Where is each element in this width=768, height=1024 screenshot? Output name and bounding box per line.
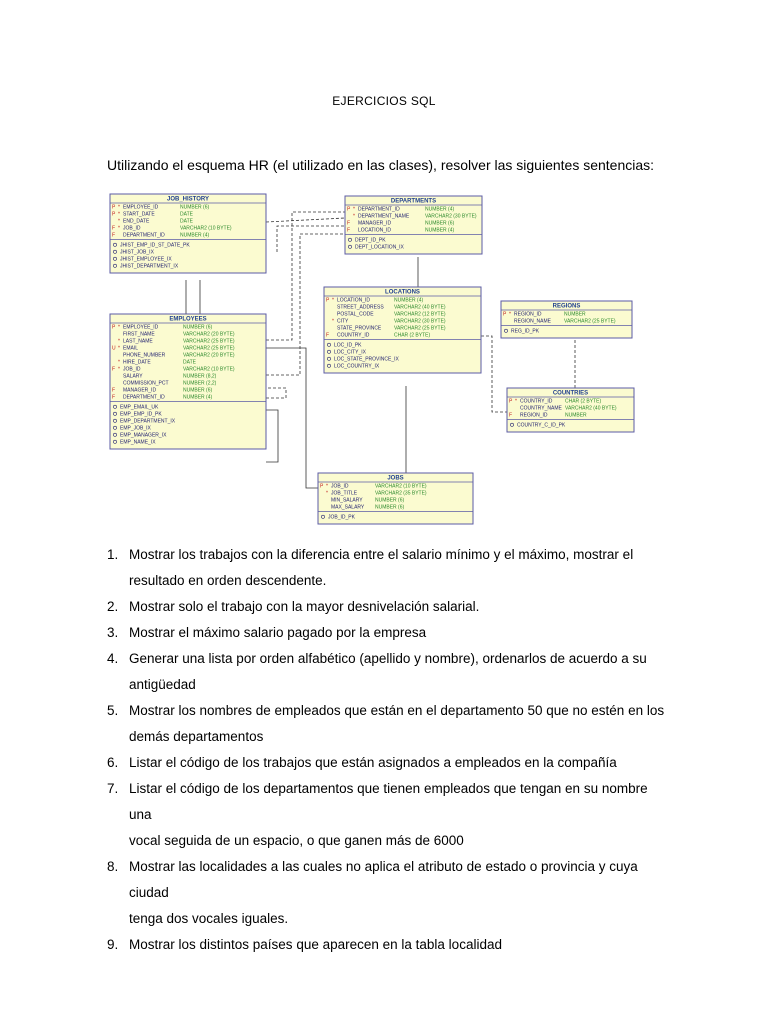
column-type: VARCHAR2 (25 BYTE) [394, 325, 446, 332]
column-name: DEPARTMENT_ID [358, 206, 400, 213]
column-type: VARCHAR2 (25 BYTE) [564, 318, 616, 325]
table-departments [345, 196, 482, 254]
column-type: DATE [183, 359, 196, 366]
exercise-text: Mostrar el máximo salario pagado por la empresa [129, 625, 427, 640]
table-index: LOC_ID_PK [334, 342, 362, 349]
relation-line [266, 370, 286, 398]
exercise-number: 5. [107, 703, 119, 718]
table-job-history [110, 194, 266, 273]
exercise-text: Mostrar las localidades a las cuales no aplica el atributo de estado o provincia y cuya ciudad [129, 859, 638, 900]
table-title: EMPLOYEES [169, 316, 207, 323]
column-type: NUMBER (4) [425, 206, 455, 213]
column-mandatory-flag: * [118, 366, 120, 373]
column-key-flag: P [326, 297, 330, 304]
exercise-number: 9. [107, 937, 119, 952]
exercise-number: 4. [107, 651, 119, 666]
column-type: VARCHAR2 (10 BYTE) [180, 225, 232, 232]
column-name: EMPLOYEE_ID [123, 324, 159, 331]
column-key-flag: F [347, 220, 351, 227]
table-index: JHIST_DEPARTMENT_IX [120, 263, 179, 270]
table-title: DEPARTMENTS [390, 198, 437, 205]
column-mandatory-flag: * [509, 311, 511, 318]
exercise-text: resultado en orden descendente. [129, 573, 327, 588]
column-key-flag: F [509, 412, 513, 419]
table-column [326, 491, 427, 497]
table-index: LOC_COUNTRY_IX [334, 363, 380, 370]
column-type: VARCHAR2 (12 BYTE) [394, 311, 446, 318]
column-name: CITY [337, 318, 349, 325]
relation-line [266, 348, 318, 488]
column-name: JOB_ID [123, 225, 141, 232]
column-type: VARCHAR2 (30 BYTE) [394, 318, 446, 325]
column-type: VARCHAR2 (40 BYTE) [394, 304, 446, 311]
column-type: VARCHAR2 (10 BYTE) [375, 483, 427, 490]
column-name: COUNTRY_ID [337, 332, 370, 339]
exercise-item [107, 698, 667, 750]
exercise-item [107, 932, 667, 958]
column-name: LOCATION_ID [358, 227, 391, 234]
column-mandatory-flag: * [118, 211, 120, 218]
document-title: EJERCICIOS SQL [332, 94, 436, 108]
column-name: SALARY [123, 373, 143, 380]
column-key-flag: F [347, 227, 351, 234]
column-type: VARCHAR2 (20 BYTE) [183, 331, 235, 338]
column-name: MANAGER_ID [358, 220, 392, 227]
column-mandatory-flag: * [118, 338, 120, 345]
column-name: PHONE_NUMBER [123, 352, 166, 359]
table-title: COUNTRIES [552, 390, 589, 397]
table-column [520, 406, 617, 412]
table-index: JHIST_EMPLOYEE_IX [120, 256, 172, 263]
column-name: START_DATE [123, 211, 155, 218]
table-index: EMP_DEPARTMENT_IX [120, 418, 176, 425]
column-type: NUMBER (2,2) [183, 380, 217, 387]
document-intro: Utilizando el esquema HR (el utilizado en las clases), resolver las siguientes sentencias: [107, 157, 655, 173]
column-key-flag: U [112, 345, 116, 352]
column-name: JOB_ID [331, 483, 349, 490]
column-type: NUMBER [565, 412, 587, 419]
table-index: DEPT_ID_PK [355, 237, 386, 244]
table-index: LOC_STATE_PROVINCE_IX [334, 356, 399, 363]
column-name: REGION_ID [514, 311, 542, 318]
table-column [112, 233, 210, 239]
column-key-flag: P [347, 206, 351, 213]
column-type: NUMBER (4) [183, 394, 213, 401]
column-type: DATE [180, 211, 193, 218]
exercise-number: 1. [107, 547, 119, 562]
exercise-item [107, 542, 667, 594]
column-mandatory-flag: * [332, 318, 334, 325]
column-name: REGION_ID [520, 412, 548, 419]
column-name: MIN_SALARY [331, 497, 363, 504]
table-regions [501, 301, 632, 338]
exercise-text: antigüedad [129, 677, 196, 692]
exercise-text: Mostrar los nombres de empleados que están en el departamento 50 que no estén en los [129, 703, 665, 718]
column-key-flag: F [112, 225, 116, 232]
exercise-text: Listar el código de los trabajos que están asignados a empleados en la compañía [129, 755, 617, 770]
column-key-flag: P [320, 483, 324, 490]
column-type: NUMBER (6) [375, 497, 405, 504]
column-name: POSTAL_CODE [337, 311, 374, 318]
exercise-number: 7. [107, 781, 119, 796]
column-name: LAST_NAME [123, 338, 153, 345]
column-type: CHAR (2 BYTE) [565, 398, 602, 405]
exercise-text: Listar el código de los departamentos que tienen empleados que tengan en su nombre una [129, 781, 648, 822]
exercise-item [107, 620, 667, 646]
exercise-item [107, 854, 667, 932]
column-name: EMAIL [123, 345, 139, 352]
column-name: FIRST_NAME [123, 331, 155, 338]
column-name: STATE_PROVINCE [337, 325, 382, 332]
column-type: NUMBER (6) [183, 324, 213, 331]
column-key-flag: F [112, 366, 116, 373]
table-countries [507, 388, 634, 432]
column-type: NUMBER (6) [183, 387, 213, 394]
column-type: NUMBER (4) [425, 227, 455, 234]
column-name: STREET_ADDRESS [337, 304, 384, 311]
column-key-flag: P [509, 398, 513, 405]
table-column [112, 395, 213, 401]
exercise-text: demás departamentos [129, 729, 264, 744]
exercise-text: vocal seguida de un espacio, o que ganen más de 6000 [129, 833, 464, 848]
column-mandatory-flag: * [118, 204, 120, 211]
exercise-item [107, 594, 667, 620]
table-title: LOCATIONS [385, 289, 420, 296]
exercise-number: 6. [107, 755, 119, 770]
column-name: JOB_ID [123, 366, 141, 373]
table-index: EMP_MANAGER_IX [120, 432, 167, 439]
column-name: COMMISSION_PCT [123, 380, 169, 387]
column-name: MAX_SALARY [331, 504, 365, 511]
table-index: JHIST_EMP_ID_ST_DATE_PK [120, 242, 190, 249]
column-mandatory-flag: * [326, 483, 328, 490]
column-mandatory-flag: * [326, 490, 328, 497]
column-name: COUNTRY_ID [520, 398, 553, 405]
table-index: JHIST_JOB_IX [120, 249, 154, 256]
column-type: VARCHAR2 (30 BYTE) [425, 213, 477, 220]
column-key-flag: F [326, 332, 330, 339]
exercise-text: Mostrar solo el trabajo con la mayor desnivelación salarial. [129, 599, 480, 614]
column-key-flag: F [112, 387, 116, 394]
column-type: NUMBER (8,2) [183, 373, 217, 380]
column-type: VARCHAR2 (25 BYTE) [183, 345, 235, 352]
exercise-text: Mostrar los trabajos con la diferencia entre el salario mínimo y el máximo, mostrar el [129, 547, 634, 562]
exercise-text: tenga dos vocales iguales. [129, 911, 289, 926]
table-title: JOBS [387, 475, 404, 482]
exercise-text: Generar una lista por orden alfabético (apellido y nombre), ordenarlos de acuerdo a su [129, 651, 647, 666]
column-name: EMPLOYEE_ID [123, 204, 159, 211]
column-key-flag: P [112, 204, 116, 211]
column-key-flag: P [503, 311, 507, 318]
column-mandatory-flag: * [118, 218, 120, 225]
relation-line [277, 226, 345, 252]
column-mandatory-flag: * [515, 398, 517, 405]
table-index: EMP_JOB_IX [120, 425, 151, 432]
column-name: MANAGER_ID [123, 387, 157, 394]
exercise-item [107, 750, 667, 776]
column-type: NUMBER (6) [425, 220, 455, 227]
table-index: REG_ID_PK [511, 328, 540, 335]
column-mandatory-flag: * [353, 213, 355, 220]
column-type: NUMBER (6) [375, 504, 405, 511]
exercise-number: 8. [107, 859, 119, 874]
column-mandatory-flag: * [118, 359, 120, 366]
table-index: EMP_EMAIL_UK [120, 404, 159, 411]
exercise-text: Mostrar los distintos países que aparecen en la tabla localidad [129, 937, 502, 952]
column-mandatory-flag: * [353, 206, 355, 213]
column-key-flag: F [112, 232, 116, 239]
column-name: JOB_TITLE [331, 490, 358, 497]
column-type: CHAR (2 BYTE) [394, 332, 431, 339]
exercise-list [107, 542, 667, 958]
table-index: LOC_CITY_IX [334, 349, 366, 356]
relation-line [266, 218, 345, 222]
column-key-flag: P [112, 211, 116, 218]
column-mandatory-flag: * [118, 345, 120, 352]
table-title: REGIONS [552, 303, 581, 310]
table-index: JOB_ID_PK [328, 514, 355, 521]
column-name: LOCATION_ID [337, 297, 370, 304]
column-type: NUMBER (6) [180, 204, 210, 211]
table-index: COUNTRY_C_ID_PK [517, 422, 566, 429]
column-mandatory-flag: * [118, 225, 120, 232]
exercise-number: 3. [107, 625, 119, 640]
column-type: VARCHAR2 (40 BYTE) [565, 405, 617, 412]
column-name: DEPARTMENT_ID [123, 232, 165, 239]
column-type: VARCHAR2 (10 BYTE) [183, 366, 235, 373]
table-employees [110, 314, 266, 449]
table-locations [324, 287, 481, 373]
table-jobs [318, 473, 473, 524]
table-column [112, 212, 194, 218]
exercise-item [107, 776, 667, 854]
column-mandatory-flag: * [332, 297, 334, 304]
column-mandatory-flag: * [118, 324, 120, 331]
column-name: DEPARTMENT_ID [123, 394, 165, 401]
table-index: EMP_NAME_IX [120, 439, 156, 446]
column-type: VARCHAR2 (20 BYTE) [183, 352, 235, 359]
exercise-number: 2. [107, 599, 119, 614]
table-index: DEPT_LOCATION_IX [355, 244, 404, 251]
table-title: JOB_HISTORY [166, 196, 210, 203]
column-type: VARCHAR2 (25 BYTE) [183, 338, 235, 345]
table-index: EMP_EMP_ID_PK [120, 411, 162, 418]
column-type: NUMBER [564, 311, 586, 318]
column-name: COUNTRY_NAME [520, 405, 562, 412]
relation-line [481, 336, 507, 412]
diagram-tables [110, 194, 634, 524]
column-name: END_DATE [123, 218, 150, 225]
column-key-flag: P [112, 324, 116, 331]
column-key-flag: F [112, 394, 116, 401]
column-type: NUMBER (4) [394, 297, 424, 304]
column-type: VARCHAR2 (35 BYTE) [375, 490, 427, 497]
table-column [514, 319, 616, 325]
column-name: HIRE_DATE [123, 359, 151, 366]
column-type: DATE [180, 218, 193, 225]
exercise-item [107, 646, 667, 698]
relation-line [266, 410, 278, 462]
column-name: DEPARTMENT_NAME [358, 213, 410, 220]
column-type: NUMBER (4) [180, 232, 210, 239]
column-name: REGION_NAME [514, 318, 551, 325]
